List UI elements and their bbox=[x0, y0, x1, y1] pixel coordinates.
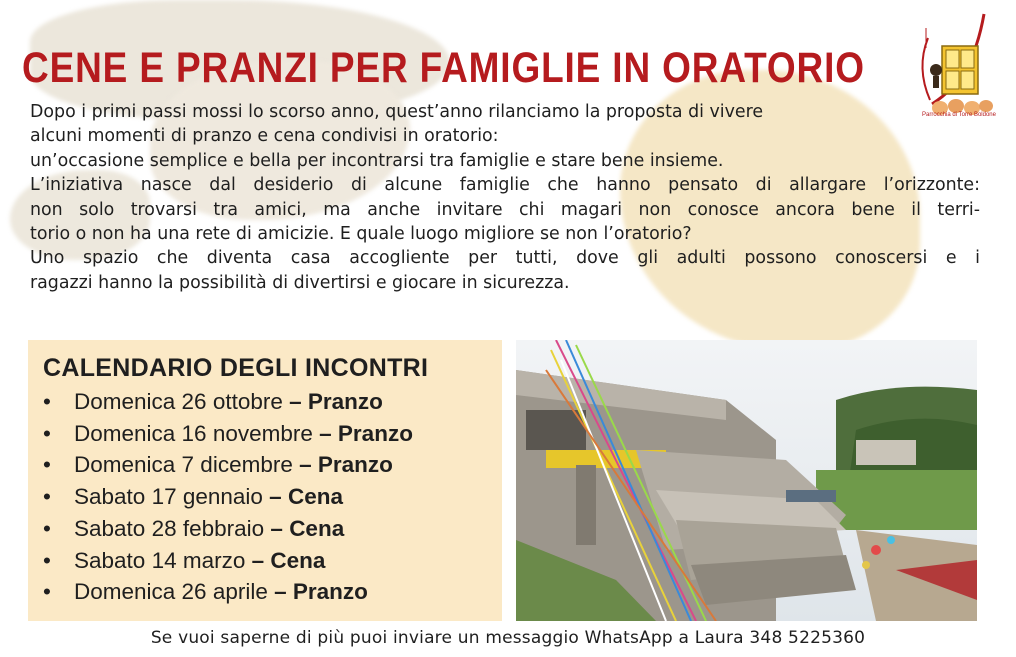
list-item bbox=[43, 418, 413, 450]
intro-line: torio o non ha una rete di amicizie. E quale luogo migliore se non l’oratorio? bbox=[30, 224, 692, 245]
intro-line: un’occasione semplice e bella per incontrarsi tra famiglie e stare bene insieme. bbox=[30, 150, 724, 171]
list-item bbox=[43, 449, 413, 481]
event-meal: Cena bbox=[289, 515, 345, 541]
bullet: • bbox=[43, 547, 51, 573]
list-item bbox=[43, 545, 413, 577]
calendar-list bbox=[43, 386, 413, 608]
intro-text bbox=[30, 100, 980, 295]
event-date: Domenica 26 ottobre bbox=[74, 389, 283, 414]
oratorio-building-photo bbox=[516, 340, 977, 621]
event-meal: Pranzo bbox=[337, 420, 413, 446]
intro-line: ragazzi hanno la possibilità di divertirsi e giocare in sicurezza. bbox=[30, 272, 570, 293]
footer-contact: Se vuoi saperne di più puoi inviare un messaggio WhatsApp a Laura 348 5225360 bbox=[150, 628, 866, 648]
list-item bbox=[43, 513, 413, 545]
intro-line: Dopo i primi passi mossi lo scorso anno, quest’anno rilanciamo la proposta di vivere bbox=[30, 102, 764, 122]
event-sep: – bbox=[292, 452, 318, 478]
event-meal: Cena bbox=[270, 547, 326, 573]
logo-caption: Parrocchia di Torre Boldone bbox=[922, 112, 996, 118]
event-sep: – bbox=[282, 389, 308, 414]
bullet: • bbox=[43, 389, 51, 414]
calendar-box bbox=[28, 340, 502, 621]
intro-line: alcuni momenti di pranzo e cena condivisi in oratorio: bbox=[30, 126, 499, 147]
event-sep: – bbox=[267, 579, 293, 605]
bullet: • bbox=[43, 579, 51, 605]
calendar-title: CALENDARIO DEGLI INCONTRI bbox=[43, 354, 429, 382]
event-sep: – bbox=[245, 547, 271, 573]
intro-line: Uno spazio che diventa casa accogliente per tutti, dove gli adulti possono conoscersi e i bbox=[30, 248, 980, 269]
event-date: Domenica 16 novembre bbox=[74, 420, 313, 446]
event-sep: – bbox=[312, 420, 338, 446]
intro-line: L’iniziativa nasce dal desiderio di alcune famiglie che hanno pensato di allargare l’orizzonte: bbox=[30, 175, 980, 196]
event-date: Domenica 7 dicembre bbox=[74, 452, 293, 478]
bullet: • bbox=[43, 452, 51, 478]
event-meal: Pranzo bbox=[317, 452, 393, 478]
list-item bbox=[43, 481, 413, 513]
event-sep: – bbox=[264, 515, 290, 541]
bullet: • bbox=[43, 515, 51, 541]
page-title: CENE E PRANZI PER FAMIGLIE IN ORATORIO bbox=[22, 43, 865, 92]
event-meal: Cena bbox=[287, 484, 343, 510]
event-date: Domenica 26 aprile bbox=[74, 579, 268, 605]
list-item bbox=[43, 386, 413, 418]
event-meal: Pranzo bbox=[292, 579, 368, 605]
event-date: Sabato 14 marzo bbox=[74, 547, 246, 573]
event-meal: Pranzo bbox=[307, 389, 383, 414]
event-date: Sabato 28 febbraio bbox=[74, 515, 265, 541]
list-item bbox=[43, 576, 413, 608]
event-sep: – bbox=[262, 484, 288, 510]
bullet: • bbox=[43, 420, 51, 446]
bullet: • bbox=[43, 484, 51, 510]
intro-line: non solo trovarsi tra amici, ma anche invitare chi magari non conosce ancora bene il terri- bbox=[30, 199, 980, 220]
event-date: Sabato 17 gennaio bbox=[74, 484, 263, 510]
